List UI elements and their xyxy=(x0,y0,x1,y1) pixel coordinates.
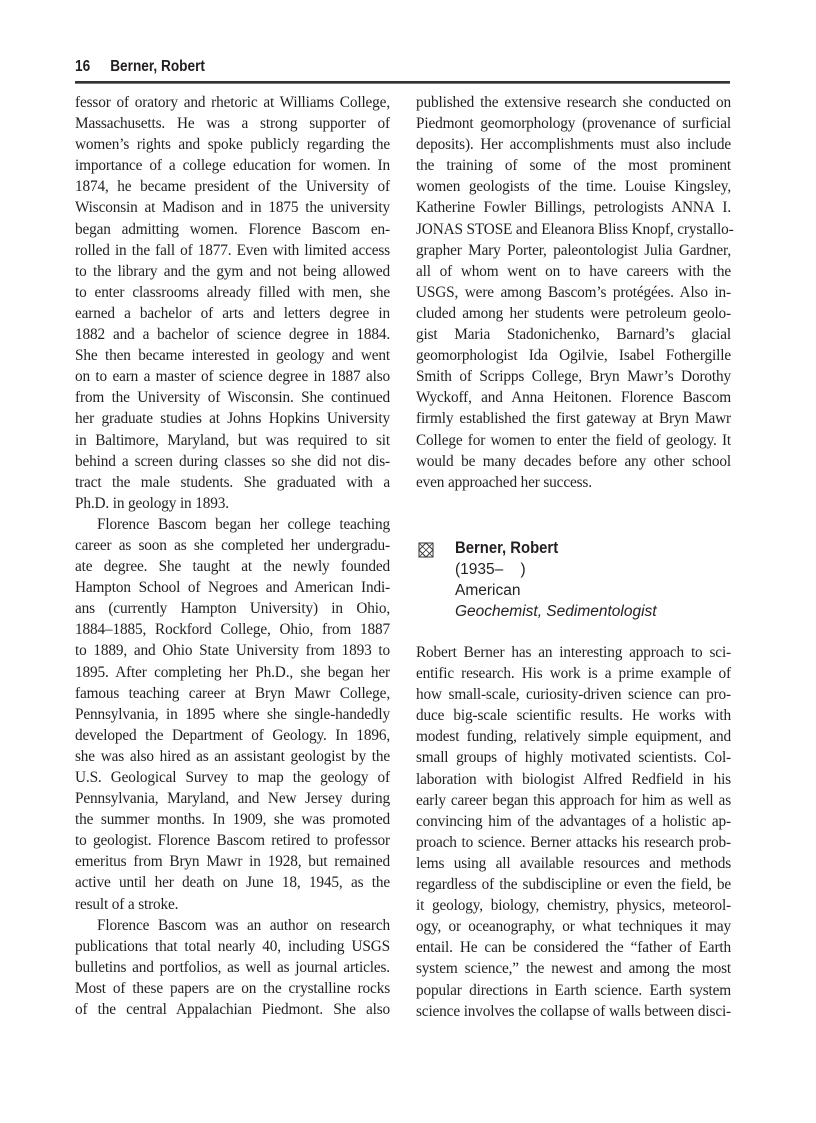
text-line: Hampton School of Negroes and American Indi- xyxy=(75,579,390,597)
text-line: tract the male students. She graduated with a xyxy=(75,473,390,491)
text-line: famous teaching career at Bryn Mawr College, xyxy=(75,684,390,702)
text-line: grapher Mary Porter, paleontologist Julia Gardner, xyxy=(416,241,731,259)
entry-occupation: Geochemist, Sedimentologist xyxy=(455,603,657,620)
text-line: even approached her success. xyxy=(416,473,592,491)
text-line: Ph.D. in geology in 1893. xyxy=(75,494,229,512)
text-line: gist Maria Stadonichenko, Barnard’s glacial xyxy=(416,326,731,344)
text-line: began admitting women. Florence Bascom en- xyxy=(75,220,390,238)
text-line: rolled in the fall of 1877. Even with limited access xyxy=(75,241,390,259)
text-line: career as soon as she completed her undergradu- xyxy=(75,536,390,554)
text-line: Pennsylvania, in 1895 where she single-handedly xyxy=(75,705,390,723)
text-line: Katherine Fowler Billings, petrologists ANNA I. xyxy=(416,199,731,217)
text-line: the training of some of the most prominent xyxy=(416,157,731,175)
text-line: Pennsylvania, Maryland, and New Jersey during xyxy=(75,790,390,808)
right-column-top xyxy=(416,92,734,493)
text-line: Most of these papers are on the crystalline rocks xyxy=(75,979,390,997)
text-line: would be many decades before any other school xyxy=(416,452,731,470)
text-line: bulletins and portfolios, as well as journal articles. xyxy=(75,958,390,976)
text-line: on to earn a master of science degree in 1887 also xyxy=(75,368,390,386)
text-line: to geologist. Florence Bascom retired to professor xyxy=(75,832,390,850)
text-line: women geologists of the time. Louise Kingsley, xyxy=(416,178,731,196)
text-line: U.S. Geological Survey to map the geology of xyxy=(75,769,390,786)
right-column-bottom xyxy=(416,642,731,1022)
text-line: convincing him of the advantages of a holistic ap- xyxy=(416,812,731,830)
text-line: the summer months. In 1909, she was promoted xyxy=(75,811,390,829)
text-line: deposits). Her accomplishments must also include xyxy=(416,136,731,154)
text-line: Florence Bascom began her college teaching xyxy=(97,515,390,533)
text-line: 1882 and a bachelor of science degree in 1884. xyxy=(75,326,390,344)
text-line: firmly established the first gateway at Bryn Mawr xyxy=(416,410,731,428)
text-line: science involves the collapse of walls between disci- xyxy=(416,1002,731,1020)
text-line: result of a stroke. xyxy=(75,895,179,913)
text-line: 1895. After completing her Ph.D., she began her xyxy=(75,663,390,681)
text-line: emeritus from Bryn Mawr in 1928, but remained xyxy=(75,853,390,871)
text-line: Massachusetts. He was a strong supporter of xyxy=(75,115,390,133)
text-line: how small-scale, curiosity-driven science can pro- xyxy=(416,686,731,704)
text-line: entific research. His work is a prime example of xyxy=(416,665,731,683)
text-line: laboration with biologist Alfred Redfield in his xyxy=(416,770,731,788)
text-line: Robert Berner has an interesting approach to sci- xyxy=(416,644,731,661)
text-line: duce big-scale scientific results. He works with xyxy=(416,707,731,725)
text-line: active until her death on June 18, 1945, as the xyxy=(75,874,390,892)
text-line: Florence Bascom was an author on research xyxy=(97,916,390,934)
text-line: Piedmont geomorphology (provenance of surficial xyxy=(416,115,731,133)
text-line: to enter classrooms already filled with men, she xyxy=(75,283,390,301)
text-line: early career began this approach for him as well as xyxy=(416,791,731,809)
text-line: geomorphologist Ida Ogilvie, Isabel Fothergille xyxy=(416,347,731,365)
text-line: to the library and the gym and not being allowed xyxy=(75,262,390,280)
text-line: entail. He can be considered the “father of Earth xyxy=(416,939,731,957)
text-line: Wisconsin at Madison and in 1875 the university xyxy=(75,199,390,217)
text-line: ate degree. She taught at the newly founded xyxy=(75,558,390,576)
text-line: all of whom went on to have careers with the xyxy=(416,262,731,280)
text-line: Wyckoff, and Anna Heitonen. Florence Bascom xyxy=(416,389,731,407)
text-line: it geology, biology, chemistry, physics, meteorol- xyxy=(416,897,731,915)
entry-name: Berner, Robert xyxy=(455,539,559,557)
text-line: developed the Department of Geology. In 1896, xyxy=(75,726,390,744)
text-line: 1884–1885, Rockford College, Ohio, from 1887 xyxy=(75,621,390,639)
text-line: published the extensive research she conducted on xyxy=(416,94,731,111)
running-header xyxy=(75,58,205,76)
header-rule xyxy=(75,81,730,84)
text-line: proach to science. Berner attacks his research prob- xyxy=(416,833,731,851)
page-number: 16 xyxy=(75,58,91,75)
text-line: USGS, were among Bascom’s protégées. Also in- xyxy=(416,283,731,301)
text-line: Smith of Scripps College, Bryn Mawr’s Dorothy xyxy=(416,368,731,386)
text-line: ogy, or oceanography, or what techniques it may xyxy=(416,918,731,936)
text-line: her graduate studies at Johns Hopkins University xyxy=(75,410,390,428)
text-line: lems using all available resources and methods xyxy=(416,854,731,872)
text-line: small groups of highly motivated scientists. Col- xyxy=(416,749,731,767)
text-line: she was also hired as an assistant geologist by the xyxy=(75,747,390,765)
text-line: women’s rights and spoke publicly regarding the xyxy=(75,136,390,154)
text-line: system science,” the newest and among the most xyxy=(416,960,731,978)
text-line: She then became interested in geology and went xyxy=(75,347,390,365)
text-line: JONAS STOSE and Eleanora Bliss Knopf, crystallo- xyxy=(416,220,734,238)
entry-dates: (1935– ) xyxy=(455,561,526,578)
left-column xyxy=(75,92,390,1020)
running-title: Berner, Robert xyxy=(110,58,205,75)
text-line: fessor of oratory and rhetoric at Williams College, xyxy=(75,94,390,111)
text-line: College for women to enter the field of geology. It xyxy=(416,431,731,449)
text-line: publications that total nearly 40, including USGS xyxy=(75,937,390,955)
entry-nationality: American xyxy=(455,582,521,599)
text-line: ans (currently Hampton University) in Ohio, xyxy=(75,600,390,618)
text-line: to 1889, and Ohio State University from 1893 to xyxy=(75,642,390,660)
text-line: importance of a college education for women. In xyxy=(75,157,390,175)
text-line: earned a bachelor of arts and letters degree in xyxy=(75,304,390,322)
text-line: popular directions in Earth science. Earth system xyxy=(416,981,731,999)
text-line: 1874, he became president of the University of xyxy=(75,178,390,196)
diamond-ornament-icon xyxy=(418,542,434,558)
text-line: modest funding, relatively simple equipment, and xyxy=(416,728,731,746)
text-line: in Baltimore, Maryland, but was required to sit xyxy=(75,431,390,449)
text-line: cluded among her students were petroleum geolo- xyxy=(416,304,731,322)
text-line: of the central Appalachian Piedmont. She also xyxy=(75,1001,390,1019)
text-line: from the University of Wisconsin. She continued xyxy=(75,389,390,407)
text-line: regardless of the subdiscipline or even the field, be xyxy=(416,876,731,894)
text-line: behind a screen during classes so she did not dis- xyxy=(75,452,390,470)
